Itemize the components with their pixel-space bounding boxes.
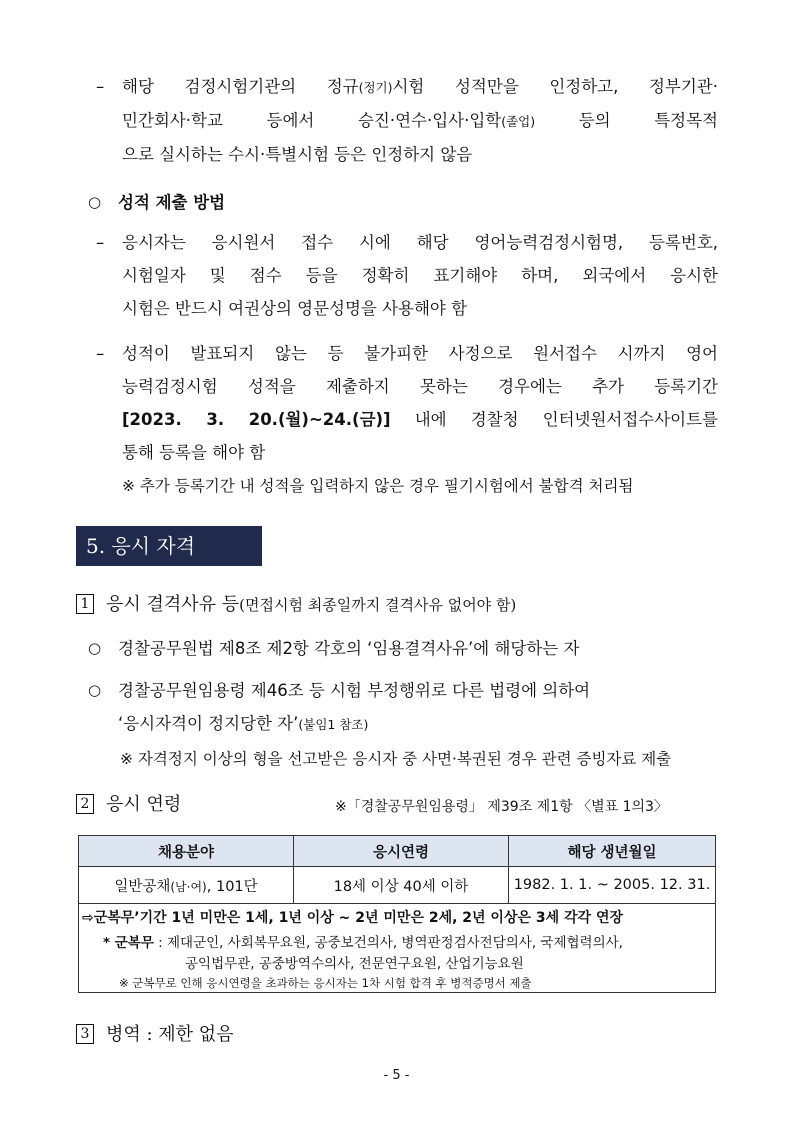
circle-marker: ○	[88, 639, 102, 657]
exam-recognition-item	[96, 70, 718, 171]
disqualification-item-2	[88, 674, 720, 741]
registration-period: [2023. 3. 20.(월)~24.(금)]	[122, 410, 391, 429]
subsection-1-heading: 1 응시 결격사유 등(면접시험 최종일까지 결격사유 없어야 함)	[76, 590, 516, 620]
note-line: ⇨군복무’기간 1년 미만은 1세, 1년 이상 ~ 2년 미만은 2세, 2년 이상은 3세 각각 연장	[82, 910, 623, 926]
subsection-3-heading: 3 병역 : 제한 없음	[76, 1020, 234, 1050]
dash-marker: –	[96, 344, 105, 363]
text-line: ‘응시자격이 정지당한 자’(붙임1 참조)	[118, 714, 369, 733]
military-notes-box	[78, 903, 716, 993]
text-line: 해당 검정시험기관의 정규(정기)시험 성적만을 인정하고, 정부기관·	[122, 77, 718, 96]
submission-note: ※ 추가 등록기간 내 성적을 입력하지 않은 경우 필기시험에서 불합격 처리됨	[122, 477, 634, 495]
text-line: 통해 등록을 해야 함	[122, 443, 266, 462]
table-row	[79, 867, 716, 904]
submission-item-2	[96, 337, 718, 469]
text-line: 능력검정시험 성적을 제출하지 못하는 경우에는 추가 등록기간	[122, 377, 718, 396]
disqualification-item-1	[88, 632, 720, 665]
disqualification-note: ※ 자격정지 이상의 형을 선고받은 응시자 중 사면·복권된 경우 관련 증빙자료 제출	[120, 750, 672, 768]
text-line: [2023. 3. 20.(월)~24.(금)] 내에 경찰청 인터넷원서접수사이트를	[122, 410, 718, 429]
col-header: 채용분야	[79, 836, 294, 867]
number-box: 1	[76, 594, 94, 614]
text-line: 시험일자 및 점수 등을 정확히 표기해야 하며, 외국에서 응시한	[122, 266, 718, 285]
subsection-2-heading: 2 응시 연령	[76, 790, 181, 820]
col-header: 응시연령	[294, 836, 509, 867]
dash-marker: –	[96, 233, 105, 252]
text-line: 민간회사·학교 등에서 승진·연수·입사·입학(졸업) 등의 특정목적	[122, 111, 718, 130]
circle-marker: ○	[88, 681, 102, 699]
text-line: 으로 실시하는 수시·특별시험 등은 인정하지 않음	[122, 145, 473, 164]
regulation-reference: ※「경찰공무원임용령」 제39조 제1항 〈별표 1의3〉	[335, 799, 668, 815]
text-line: 성적이 발표되지 않는 등 불가피한 사정으로 원서접수 시까지 영어	[122, 344, 718, 363]
dash-marker: –	[96, 77, 105, 96]
col-header: 해당 생년월일	[509, 836, 716, 867]
text-line: 경찰공무원임용령 제46조 등 시험 부정행위로 다른 법령에 의하여	[118, 681, 591, 700]
submission-item-1	[96, 226, 718, 325]
note-line: * 군복무 : 제대군인, 사회복무요원, 공중보건의사, 병역판정검사전담의사, 국제협력의사,	[103, 935, 623, 951]
table-header-row	[79, 836, 716, 867]
note-line: 공익법무관, 공중방역수의사, 전문연구요원, 산업기능요원	[185, 956, 524, 972]
number-box: 2	[76, 794, 94, 814]
age-cell: 18세 이상 40세 이하	[294, 867, 509, 904]
text-line: 시험은 반드시 여권상의 영문성명을 사용해야 함	[122, 299, 468, 318]
heading-text: 성적 제출 방법	[118, 193, 226, 212]
note-line: ※ 군복무로 인해 응시연령을 초과하는 응시자는 1차 시험 합격 후 병적증명서 제출	[119, 976, 532, 990]
age-table	[78, 835, 716, 904]
page-number: - 5 -	[383, 1068, 410, 1083]
text-line: 응시자는 응시원서 접수 시에 해당 영어능력검정시험명, 등록번호,	[122, 233, 718, 252]
text-line: 경찰공무원법 제8조 제2항 각호의 ‘임용결격사유’에 해당하는 자	[118, 639, 580, 658]
submission-heading	[88, 186, 720, 219]
section-title: 5. 응시 자격	[76, 526, 262, 566]
birth-cell: 1982. 1. 1. ~ 2005. 12. 31.	[509, 867, 716, 904]
arrow-icon: ⇨	[82, 910, 94, 926]
field-cell: 일반공채(남·여), 101단	[79, 867, 294, 904]
number-box: 3	[76, 1024, 94, 1044]
circle-marker: ○	[88, 193, 102, 211]
